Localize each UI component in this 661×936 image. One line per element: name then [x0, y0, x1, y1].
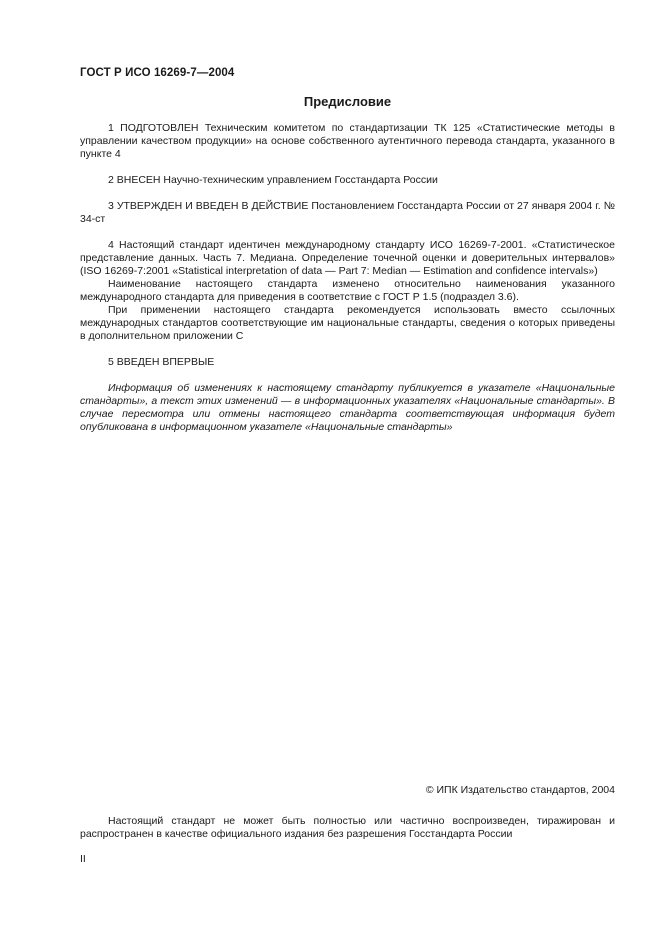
copyright-line: © ИПК Издательство стандартов, 2004 — [425, 784, 615, 796]
paragraph-2: 2 ВНЕСЕН Научно-техническим управлением Госстандарта России — [108, 174, 438, 186]
paragraph-4-name-change: Наименование настоящего стандарта изменено относительно наименования указанного международного стандарта для приведения в соответствие с ГОСТ Р 1.5 (подраздел 3.6). — [80, 278, 615, 303]
info-paragraph: Информация об изменениях к настоящему стандарту публикуется в указателе «Национальные стандарты», а текст этих изменений — в информационных указателях «Национальные стандарты». В случае пересмотра или отмены настоящего стандарта соответствующая информация будет опубликована в информационном указателе «Национальные стандарты» — [80, 382, 615, 433]
preface-body — [80, 122, 615, 434]
paragraph-4: 4 Настоящий стандарт идентичен международному стандарту ИСО 16269-7-2001. «Статистическое представление данных. Часть 7. Медиана. Определение точечной оценки и доверительных интервалов» (ISO 16269-7:2001 «Statistical interpretation of data — Part 7: Median — Estimation and confidence intervals») — [80, 239, 615, 277]
paragraph-5: 5 ВВЕДЕН ВПЕРВЫЕ — [108, 356, 215, 368]
document-header: ГОСТ Р ИСО 16269-7—2004 — [80, 67, 235, 79]
page-title: Предисловие — [303, 94, 392, 109]
paragraph-3: 3 УТВЕРЖДЕН И ВВЕДЕН В ДЕЙСТВИЕ Постановлением Госстандарта России от 27 января 2004 г. № 34-ст — [80, 200, 615, 225]
page-number: II — [80, 853, 86, 865]
paragraph-4-references: При применении настоящего стандарта рекомендуется использовать вместо ссылочных международных стандартов соответствующие им национальные стандарты, сведения о которых приведены в дополнительном приложении С — [80, 304, 615, 342]
paragraph-1: 1 ПОДГОТОВЛЕН Техническим комитетом по стандартизации ТК 125 «Статистические методы в управлении качеством продукции» на основе собственного аутентичного перевода стандарта, указанного в пункте 4 — [80, 122, 615, 160]
reproduction-notice: Настоящий стандарт не может быть полностью или частично воспроизведен, тиражирован и распространен в качестве официального издания без разрешения Госстандарта России — [80, 815, 615, 840]
